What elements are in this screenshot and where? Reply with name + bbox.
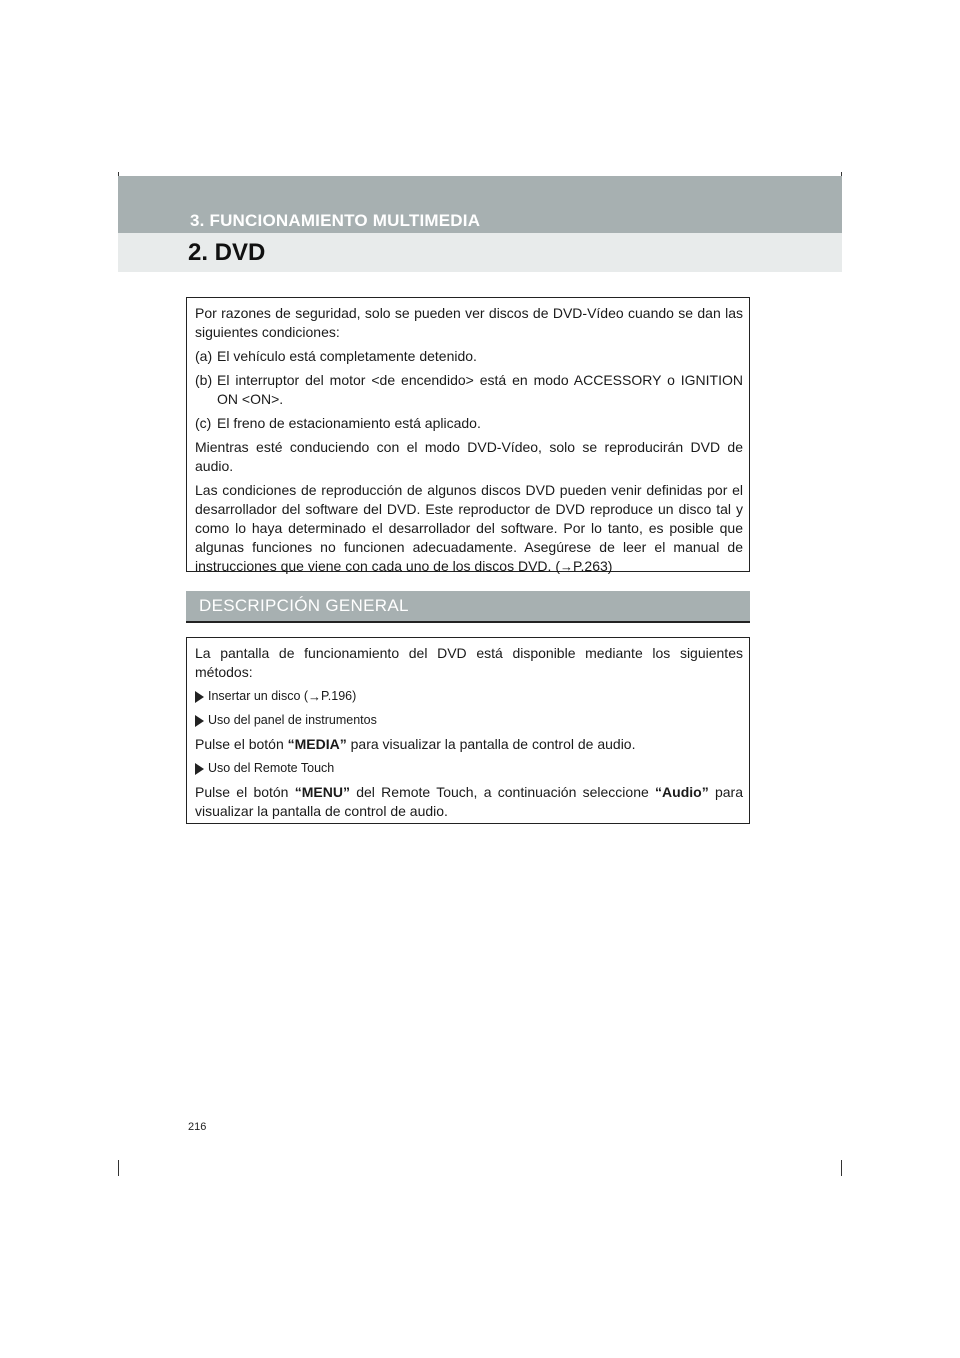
condition-mark: (a) [195, 348, 213, 364]
notice-paragraph [195, 481, 743, 576]
triangle-bullet-icon [195, 715, 204, 727]
triangle-bullet-icon [195, 691, 204, 703]
method-text: Uso del Remote Touch [208, 761, 335, 775]
overview-box [186, 637, 750, 824]
page-reference-link[interactable]: P.196) [321, 689, 357, 703]
method-bullet [195, 759, 743, 778]
condition-item [195, 347, 743, 366]
method-step [195, 735, 743, 754]
method-bullet [195, 711, 743, 730]
arrow-right-icon: → [308, 689, 322, 704]
page-number: 216 [188, 1121, 207, 1133]
condition-text: El freno de estacionamiento está aplicado. [217, 415, 481, 431]
subsection-title: DESCRIPCIÓN GENERAL [199, 596, 409, 615]
section-label: 3. FUNCIONAMIENTO MULTIMEDIA [190, 211, 481, 230]
notice-paragraph-text: Las condiciones de reproducción de algunos discos DVD pueden venir definidas por el desarrollador del software del DVD. Este reproductor de DVD reproduce un disco tal y como lo haya determinado el desarrollador del software. Por lo tanto, es posible que algunas funciones no funcionen adecuadamente. Asegúrese de leer el manual de instrucciones que viene con cada uno de los discos DVD. ( [195, 482, 743, 574]
method-bullet [195, 687, 743, 706]
method-text: Insertar un disco ( [208, 689, 309, 703]
media-button-label: “MEDIA” [287, 736, 347, 752]
condition-text: El vehículo está completamente detenido. [217, 348, 477, 364]
step-text: del Remote Touch, a continuación seleccione [349, 784, 656, 800]
method-text: Uso del panel de instrumentos [208, 713, 377, 727]
condition-mark: (b) [195, 372, 213, 388]
method-step [195, 783, 743, 821]
crop-mark [841, 1160, 842, 1176]
notice-intro: Por razones de seguridad, solo se pueden ver discos de DVD-Vídeo cuando se dan las siguientes condiciones: [195, 305, 743, 340]
page-reference-link[interactable]: P.263) [572, 558, 613, 574]
menu-button-label: “MENU” [294, 784, 350, 800]
subsection-underline [186, 621, 750, 623]
step-text: Pulse el botón [195, 736, 288, 752]
safety-notice-box [186, 297, 750, 572]
step-text: para visualizar la pantalla de control de audio. [195, 784, 743, 819]
step-text: Pulse el botón [195, 784, 295, 800]
triangle-bullet-icon [195, 763, 204, 775]
crop-mark [118, 1160, 119, 1176]
audio-option-label: “Audio” [655, 784, 709, 800]
condition-mark: (c) [195, 415, 212, 431]
notice-paragraph: Mientras esté conduciendo con el modo DVD-Vídeo, solo se reproducirán DVD de audio. [195, 439, 743, 474]
step-text: para visualizar la pantalla de control de audio. [346, 736, 636, 752]
condition-text: El interruptor del motor <de encendido> está en modo ACCESSORY o IGNITION ON <ON>. [217, 372, 743, 407]
page-title: 2. DVD [188, 239, 266, 266]
condition-item [195, 414, 743, 433]
arrow-right-icon: → [559, 559, 573, 574]
overview-intro: La pantalla de funcionamiento del DVD está disponible mediante los siguientes métodos: [195, 645, 743, 680]
condition-item [195, 371, 743, 409]
